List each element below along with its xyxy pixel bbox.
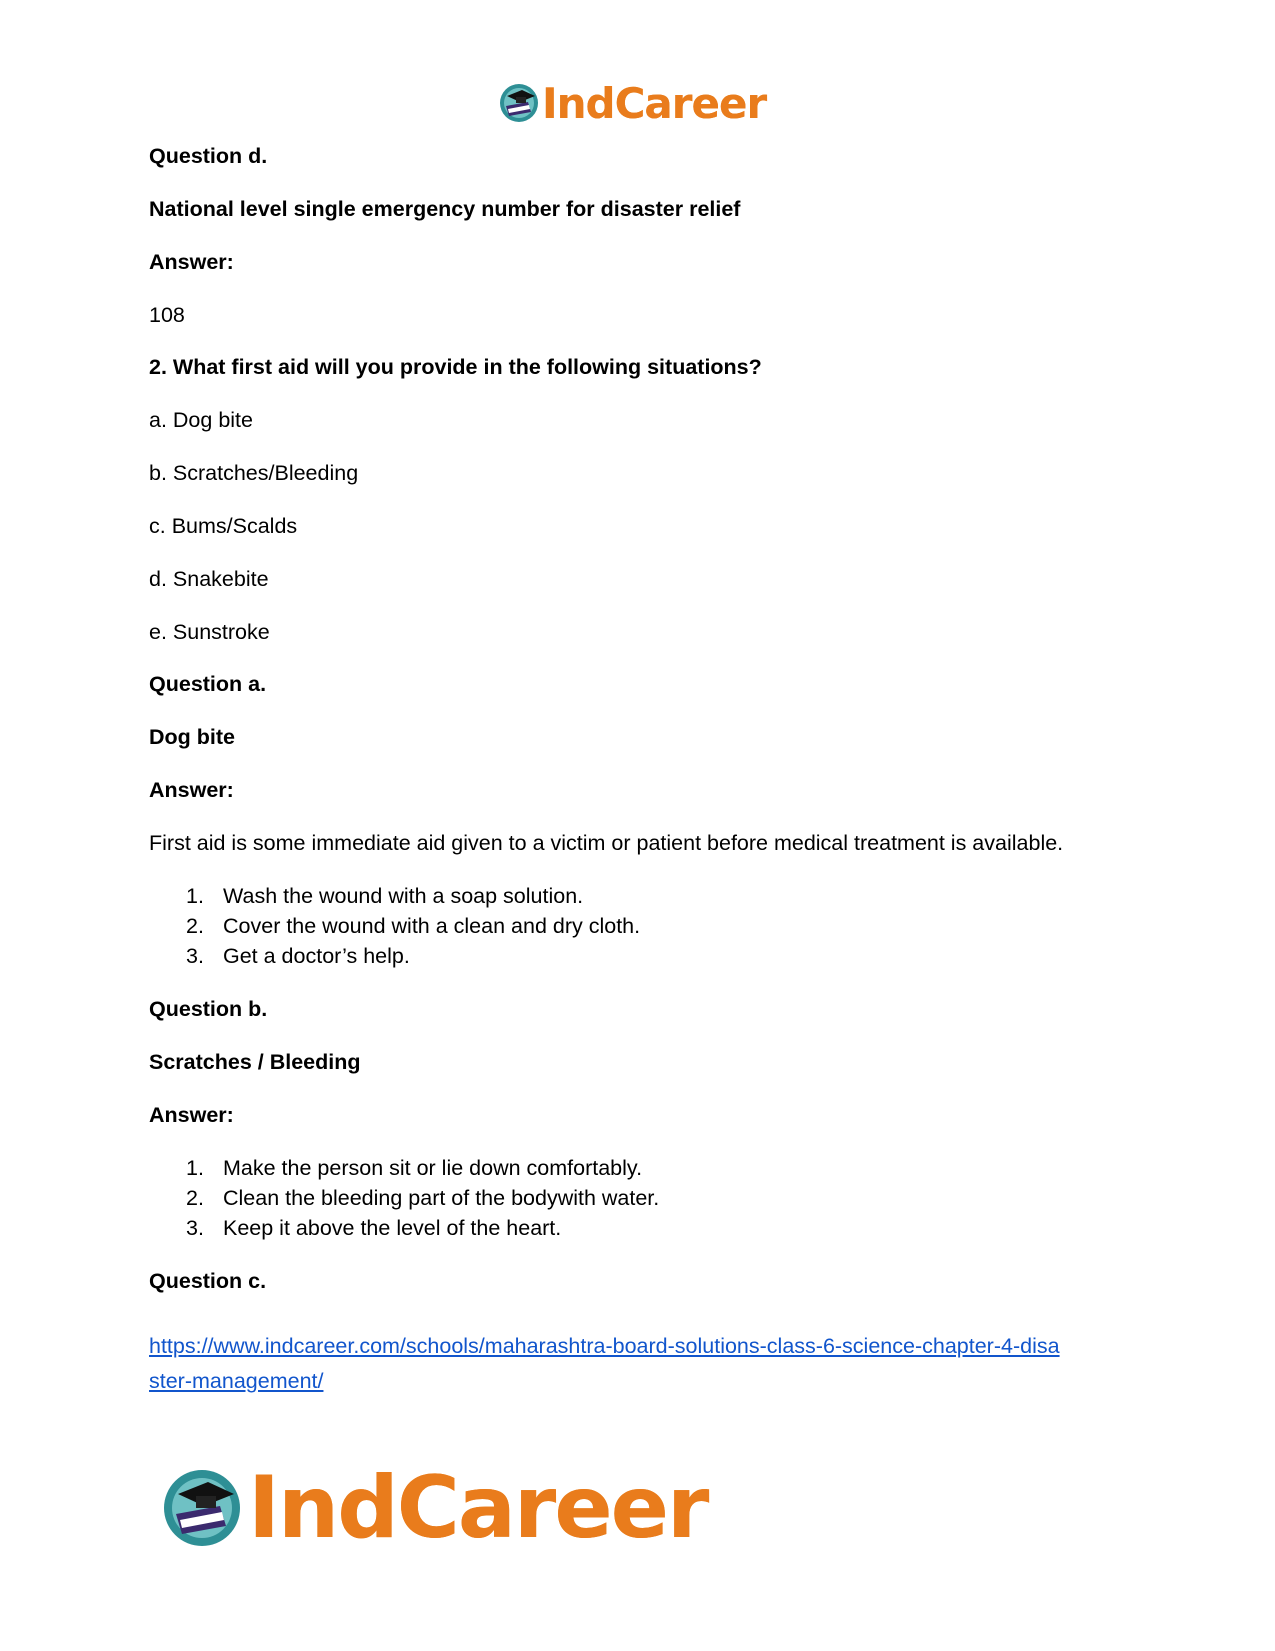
list-text: Wash the wound with a soap solution. [223, 884, 584, 908]
list-number: 1. [186, 1156, 204, 1180]
situation-item: d. Snakebite [149, 567, 269, 591]
list-text: Get a doctor’s help. [223, 944, 410, 968]
list-text: Cover the wound with a clean and dry cloth. [223, 914, 641, 938]
list-text: Clean the bleeding part of the bodywith water. [223, 1186, 660, 1210]
list-item [186, 1156, 642, 1181]
question-b-text: Scratches / Bleeding [149, 1050, 361, 1074]
brand-logo-text: IndCareer [248, 1458, 708, 1558]
graduation-book-icon [160, 1466, 244, 1550]
answer-label: Answer: [149, 1103, 234, 1127]
situation-item: e. Sunstroke [149, 620, 270, 644]
situation-item: a. Dog bite [149, 408, 253, 432]
list-item [186, 914, 640, 939]
question-b-heading: Question b. [149, 997, 268, 1021]
source-link[interactable]: https://www.indcareer.com/schools/maharashtra-board-solutions-class-6-science-chapter-4-disa [149, 1334, 1060, 1358]
question-d-answer: 108 [149, 303, 185, 327]
list-text: Keep it above the level of the heart. [223, 1216, 562, 1240]
answer-label: Answer: [149, 250, 234, 274]
list-item [186, 1216, 561, 1241]
list-item [186, 944, 410, 969]
brand-logo-top [498, 80, 766, 126]
question-a-text: Dog bite [149, 725, 235, 749]
answer-label: Answer: [149, 778, 234, 802]
question-a-heading: Question a. [149, 672, 267, 696]
situation-item: b. Scratches/Bleeding [149, 461, 359, 485]
brand-logo-text: IndCareer [542, 78, 767, 128]
list-text: Make the person sit or lie down comfortably. [223, 1156, 643, 1180]
list-number: 1. [186, 884, 204, 908]
source-link-continued[interactable]: ster-management/ [149, 1369, 324, 1393]
question-d-text: National level single emergency number for disaster relief [149, 197, 741, 221]
question-2-heading: 2. What first aid will you provide in the following situations? [149, 355, 762, 379]
list-item [186, 1186, 659, 1211]
situation-item: c. Bums/Scalds [149, 514, 298, 538]
list-number: 2. [186, 914, 204, 938]
list-number: 3. [186, 1216, 204, 1240]
question-c-heading: Question c. [149, 1269, 267, 1293]
question-d-heading: Question d. [149, 144, 268, 168]
graduation-book-icon [498, 82, 540, 124]
brand-logo-bottom [160, 1458, 708, 1558]
question-a-intro: First aid is some immediate aid given to a victim or patient before medical treatment is available. [149, 831, 1064, 855]
list-item [186, 884, 583, 909]
list-number: 2. [186, 1186, 204, 1210]
list-number: 3. [186, 944, 204, 968]
